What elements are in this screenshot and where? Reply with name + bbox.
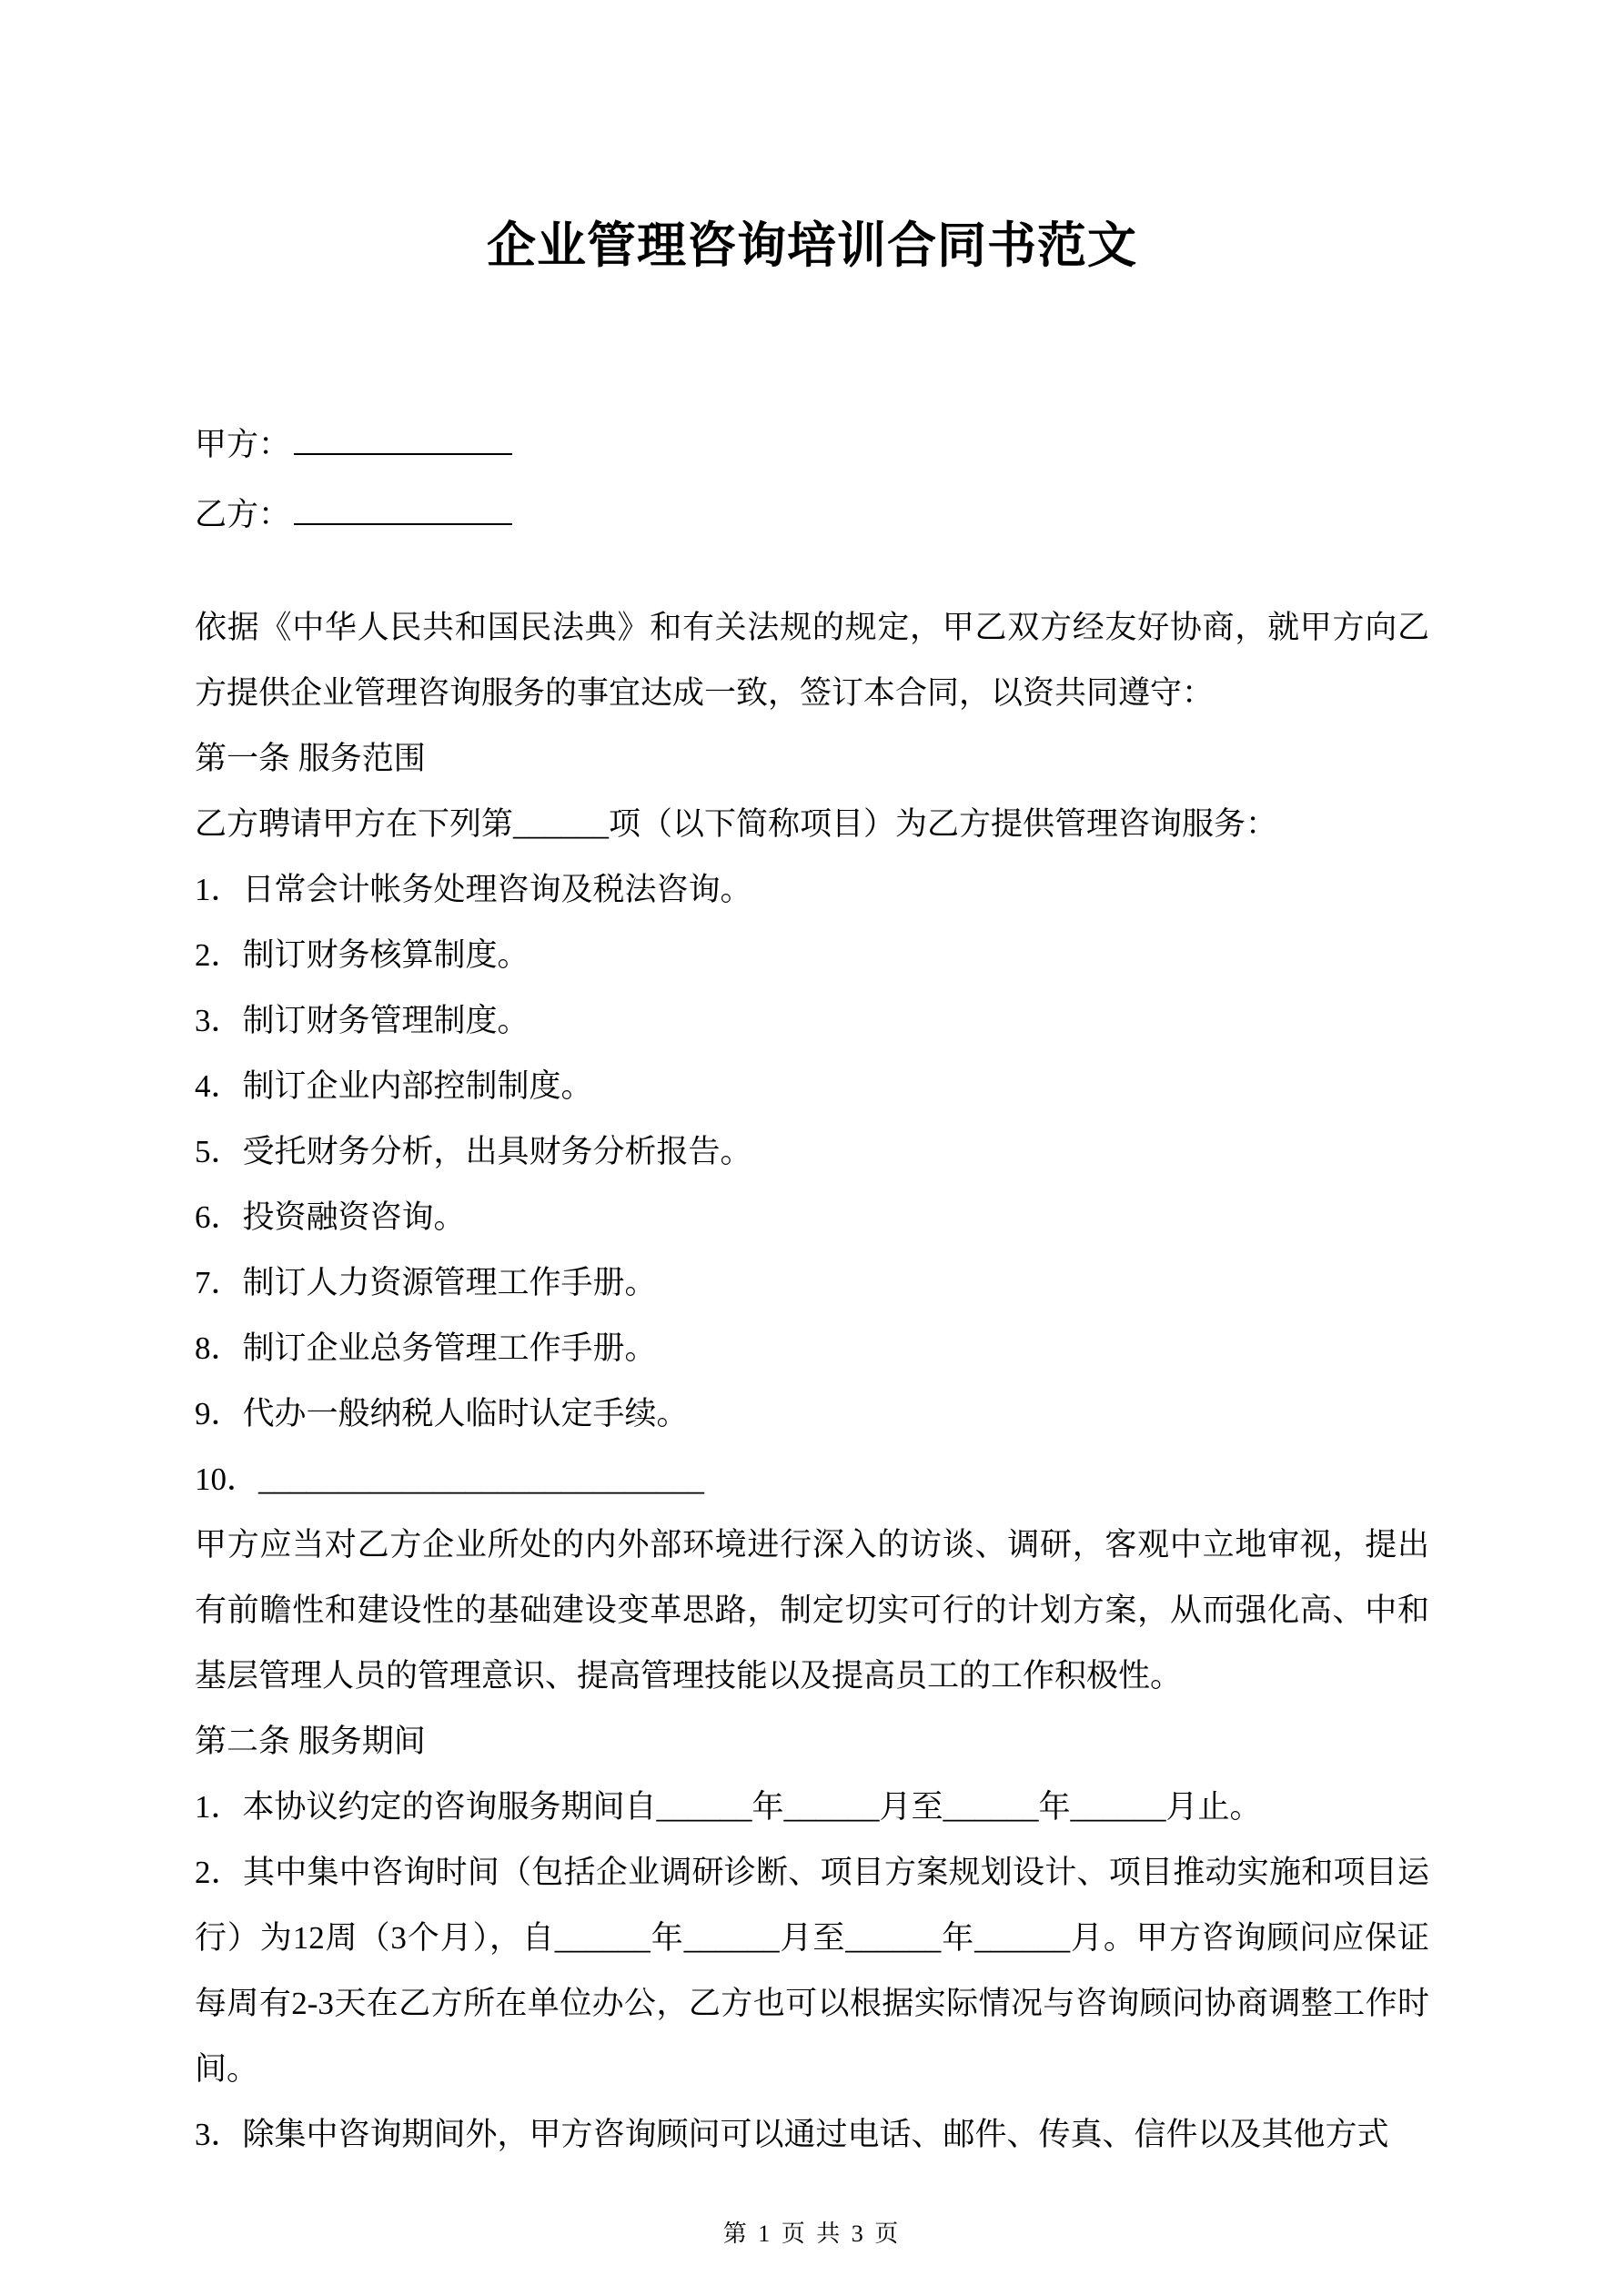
party-b-line bbox=[195, 480, 1429, 550]
service-list-item-8: 8．制订企业总务管理工作手册。 bbox=[195, 1330, 657, 1366]
page-number-footer: 第 1 页 共 3 页 bbox=[722, 2220, 902, 2247]
service-list-item-4: 4．制订企业内部控制制度。 bbox=[195, 1068, 593, 1104]
section-1-obligation: 甲方应当对乙方企业所处的内外部环境进行深入的访谈、调研，客观中立地审视，提出有前瞻性和建设性的基础建设变革思路，制定切实可行的计划方案，从而强化高、中和基层管理人员的管理意识、提高管理技能以及提高员工的工作积极性。 bbox=[195, 1527, 1429, 1694]
service-list-item-10: 10．____________________________ bbox=[195, 1462, 705, 1497]
section-1-intro: 乙方聘请甲方在下列第______项（以下简称项目）为乙方提供管理咨询服务： bbox=[195, 806, 1278, 842]
party-a-blank-line bbox=[294, 423, 512, 455]
party-b-blank-line bbox=[294, 493, 512, 525]
contract-body bbox=[195, 595, 1429, 2168]
intro-paragraph: 依据《中华人民共和国民法典》和有关法规的规定，甲乙双方经友好协商，就甲方向乙方提供企业管理咨询服务的事宜达成一致，签订本合同，以资共同遵守： bbox=[195, 610, 1429, 711]
party-a-label: 甲方： bbox=[195, 427, 291, 462]
service-list-item-6: 6．投资融资咨询。 bbox=[195, 1199, 466, 1235]
section-2-item-2: 2．其中集中咨询时间（包括企业调研诊断、项目方案规划设计、项目推动实施和项目运行）为12周（3个月），自______年______月至______年______月。甲方咨询顾问应保证每周有2-3天在乙方所在单位办公，乙方也可以根据实际情况与咨询顾问协商调整工作时间。 bbox=[195, 1855, 1429, 2087]
service-list-item-3: 3．制订财务管理制度。 bbox=[195, 1003, 530, 1038]
section-2-item-3: 3．除集中咨询期间外，甲方咨询顾问可以通过电话、邮件、传真、信件以及其他方式 bbox=[195, 2117, 1389, 2152]
document-title: 企业管理咨询培训合同书范文 bbox=[487, 218, 1137, 273]
document-content bbox=[195, 0, 1429, 2168]
service-list-item-2: 2．制订财务核算制度。 bbox=[195, 937, 530, 973]
service-list-item-1: 1．日常会计帐务处理咨询及税法咨询。 bbox=[195, 872, 752, 907]
party-b-label: 乙方： bbox=[195, 497, 291, 532]
party-a-line bbox=[195, 410, 1429, 480]
parties-block bbox=[195, 410, 1429, 550]
section-2-heading: 第二条 服务期间 bbox=[195, 1724, 426, 1759]
section-2-item-1: 1．本协议约定的咨询服务期间自______年______月至______年______月止。 bbox=[195, 1789, 1262, 1825]
service-list-item-5: 5．受托财务分析，出具财务分析报告。 bbox=[195, 1134, 752, 1169]
service-list-item-9: 9．代办一般纳税人临时认定手续。 bbox=[195, 1396, 689, 1431]
service-list-item-7: 7．制订人力资源管理工作手册。 bbox=[195, 1265, 657, 1300]
section-1-heading: 第一条 服务范围 bbox=[195, 741, 426, 776]
